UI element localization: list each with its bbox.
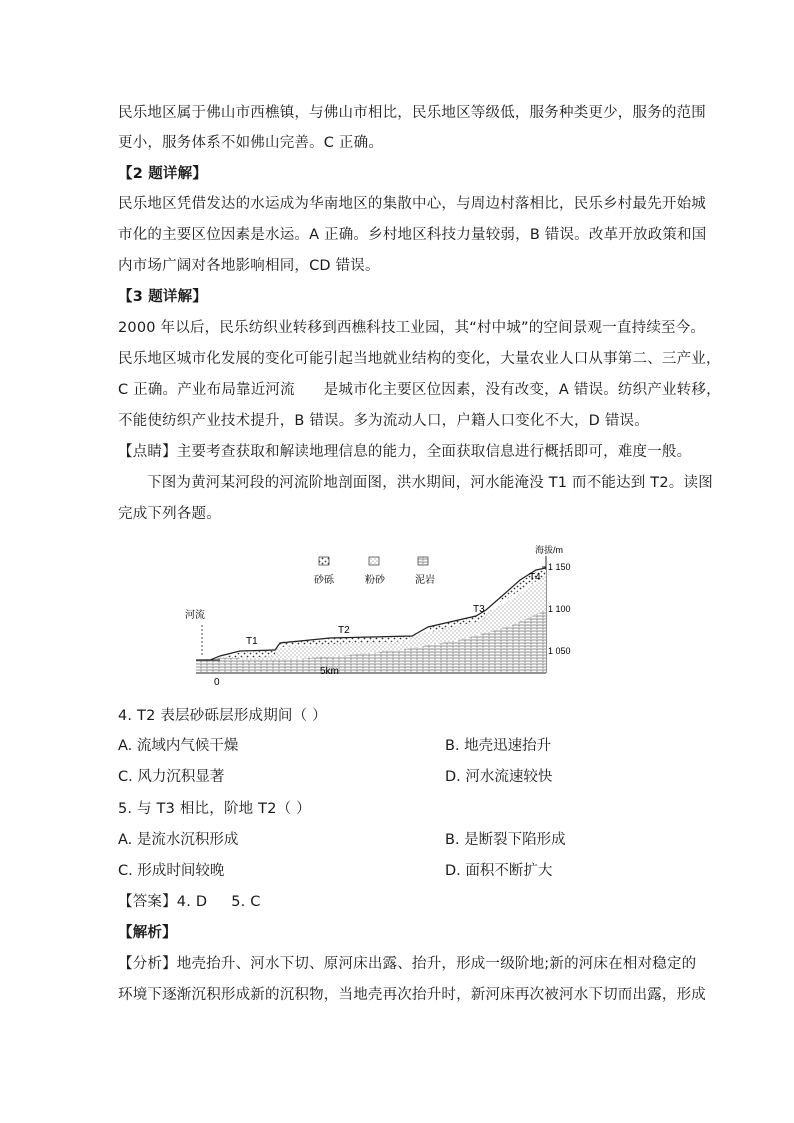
scale-label-0: 0 xyxy=(214,677,220,688)
paragraph-line: 内市场广阔对各地影响相同，CD 错误。 xyxy=(118,258,380,274)
analysis-heading: 【解析】 xyxy=(118,925,177,941)
legend-mudstone-swatch xyxy=(418,557,428,565)
q5-option-d: D. 面积不断扩大 xyxy=(445,863,553,879)
tick-label-1150: 1 150 xyxy=(548,562,571,572)
q4-option-c: C. 风力沉积显著 xyxy=(118,769,225,785)
paragraph-line: 民乐地区城市化发展的变化可能引起当地就业结构的变化，大量农业人口从事第二、三产业， xyxy=(118,351,721,367)
q5-option-b: B. 是断裂下陷形成 xyxy=(445,832,566,848)
elevation-axis-title: 海拔/m xyxy=(535,545,563,555)
section-heading: 【2 题详解】 xyxy=(118,166,208,182)
answer-line: 【答案】4. D 5. C xyxy=(118,894,261,910)
legend-gravel-label: 砂砾 xyxy=(314,575,334,586)
scale-label-5km: 5km xyxy=(320,666,339,677)
section-heading: 【3 题详解】 xyxy=(118,289,208,305)
tip-line: 【点睛】主要考查获取和解读地理信息的能力，全面获取信息进行概括即可，难度一般。 xyxy=(118,444,692,460)
intro-line: 下图为黄河某河段的河流阶地剖面图，洪水期间，河水能淹没 T1 而不能达到 T2。读图 xyxy=(147,475,713,491)
paragraph-line: 不能使纺织产业技术提升，B 错误。多为流动人口，户籍人口变化不大，D 错误。 xyxy=(118,413,649,429)
terrace-label-t1: T1 xyxy=(246,636,258,647)
tick-label-1050: 1 050 xyxy=(548,646,571,656)
paragraph-line: 2000 年以后，民乐纺织业转移到西樵科技工业园，其“村中城”的空间景观一直持续至今。 xyxy=(118,320,706,336)
question-4-stem: 4. T2 表层砂砾层形成期间（ ） xyxy=(118,708,327,724)
paragraph-line: 市化的主要区位因素是水运。A 正确。乡村地区科技力量较弱，B 错误。改革开放政策和国 xyxy=(118,227,707,243)
question-5-stem: 5. 与 T3 相比，阶地 T2（ ） xyxy=(118,801,311,817)
paragraph-line: 更小，服务体系不如佛山完善。C 正确。 xyxy=(118,135,384,151)
paragraph-line: 民乐地区凭借发达的水运成为华南地区的集散中心，与周边村落相比，民乐乡村最先开始城 xyxy=(118,196,706,212)
tick-label-1100: 1 100 xyxy=(548,604,571,614)
intro-line: 完成下列各题。 xyxy=(118,506,221,522)
terrace-label-t2: T2 xyxy=(338,625,350,636)
q4-option-a: A. 流域内气候干燥 xyxy=(118,738,239,754)
river-label: 河流 xyxy=(185,610,205,621)
terrace-label-t4: T4 xyxy=(529,572,541,583)
q4-option-b: B. 地壳迅速抬升 xyxy=(445,738,552,754)
q5-option-c: C. 形成时间较晚 xyxy=(118,863,225,879)
analysis-line: 【分析】地壳抬升、河水下切、原河床出露、抬升，形成一级阶地;新的河床在相对稳定的 xyxy=(118,956,697,972)
legend-mudstone-label: 泥岩 xyxy=(415,575,435,586)
q4-option-d: D. 河水流速较快 xyxy=(445,769,553,785)
legend-silt-label: 粉砂 xyxy=(365,575,385,586)
analysis-line: 环境下逐渐沉积形成新的沉积物，当地壳再次抬升时，新河床再次被河水下切而出露，形成 xyxy=(118,987,706,1003)
q5-option-a: A. 是流水沉积形成 xyxy=(118,832,239,848)
terrace-label-t3: T3 xyxy=(473,604,485,615)
paragraph-line: C 正确。产业布局靠近河流 是城市化主要区位因素，没有改变，A 错误。纺织产业转移， xyxy=(118,382,721,398)
river-terrace-profile-figure xyxy=(180,540,571,690)
legend-silt-swatch xyxy=(369,557,379,565)
paragraph-line: 民乐地区属于佛山市西樵镇，与佛山市相比，民乐地区等级低，服务种类更少，服务的范围 xyxy=(118,105,706,121)
legend-gravel-swatch xyxy=(319,557,329,565)
